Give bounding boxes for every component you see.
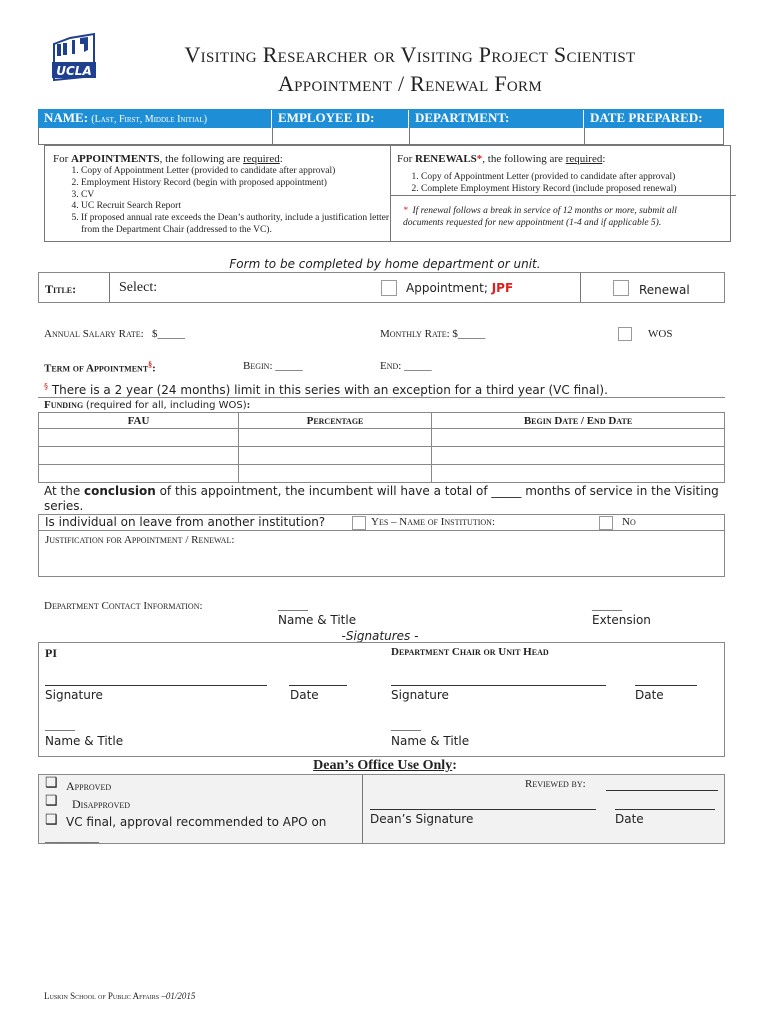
signature-box [38,642,725,757]
renewal-label: Renewal [639,283,690,297]
header-input-row [38,128,724,145]
leave-justification-box [38,514,725,577]
contact-extension: Extension [592,613,651,627]
name-field[interactable] [39,128,271,144]
appointment-checkbox[interactable] [381,280,397,296]
begin-label: Begin: _____ [243,360,303,372]
list-item: 5. If proposed annual rate exceeds the Dean’s authority, include a justification letter from the Department Chair (addressed to the VC). [81,213,399,237]
pi-signature-label: Signature [45,688,103,702]
dates-header: Begin Date / End Date [432,413,725,429]
percentage-cell[interactable] [239,465,432,483]
end-label: End: _____ [380,360,432,372]
contact-name-title: Name & Title [278,613,357,627]
vc-final-date-line[interactable]: _________ [45,830,99,844]
requirements-box [44,145,731,242]
renewals-list [391,172,751,196]
appointments-intro: For APPOINTMENTS, the following are required: [53,153,283,165]
svg-text:UCLA: UCLA [56,64,92,78]
title-label: Title: [45,282,77,296]
chair-name-title: Name & Title [391,734,470,748]
leave-no-label: No [622,516,636,528]
dates-cell[interactable] [432,429,725,447]
list-item: 1. Copy of Appointment Letter (provided to candidate after approval) [81,166,399,178]
form-title [90,40,730,98]
pi-name-title: Name & Title [45,734,124,748]
fau-cell[interactable] [39,447,239,465]
date-prepared-field[interactable] [585,128,723,144]
percentage-cell[interactable] [239,447,432,465]
deans-office-heading: Dean’s Office Use Only: [313,758,457,773]
funding-label: Funding (required for all, including WOS): [44,399,251,411]
form-note: Form to be completed by home department or unit. [229,257,541,271]
chair-name-line[interactable]: _____ [391,718,421,732]
monthly-rate-value[interactable]: $_____ [452,328,486,340]
annual-salary-label: Annual Salary Rate: $_____ [44,328,185,340]
form-title-line2: Appointment / Renewal Form [277,71,543,96]
list-item: 1. Copy of Appointment Letter (provided to candidate after approval) [421,172,751,184]
dates-cell[interactable] [432,465,725,483]
disapproved-checkbox[interactable]: ❑ [45,794,58,809]
name-header: NAME: (Last, First, Middle Initial) [44,110,208,125]
contact-ext-line[interactable]: _____ [592,598,622,612]
wos-checkbox[interactable] [618,327,632,341]
disapproved-label: Disapproved [72,797,131,811]
annual-salary-value[interactable]: $_____ [151,328,185,340]
appointment-label: Appointment; JPF [406,281,514,295]
pi-name-line[interactable]: _____ [45,718,75,732]
deans-signature-line[interactable] [370,809,596,810]
contact-name-line[interactable]: _____ [278,598,308,612]
list-item: 2. Complete Employment History Record (include proposed renewal) [421,184,751,196]
percentage-cell[interactable] [239,429,432,447]
fau-cell[interactable] [39,429,239,447]
chair-signature-line[interactable] [391,685,606,686]
renewal-checkbox[interactable] [613,280,629,296]
list-item: 4. UC Recruit Search Report [81,201,399,213]
fau-cell[interactable] [39,465,239,483]
begin-value[interactable]: _____ [275,360,303,372]
pi-signature-line[interactable] [45,685,267,686]
list-item: 3. CV [81,190,399,202]
list-item: 2. Employment History Record (begin with proposed appointment) [81,178,399,190]
header-bar [38,109,724,128]
renewal-note: * If renewal follows a break in service of 12 months or more, submit all documents requested for new appointment (1-4 and if applicable 5). [403,206,677,228]
pi-label: PI [45,646,57,660]
leave-no-checkbox[interactable] [599,516,613,530]
conclusion-text: At the conclusion of this appointment, the incumbent will have a total of _____ months of service in the Visiting series. [44,484,719,513]
percentage-header: Percentage [239,413,432,429]
wos-label: WOS [648,328,673,340]
end-value[interactable]: _____ [404,360,432,372]
contact-label: Department Contact Information: [44,600,203,612]
department-field[interactable] [410,128,583,144]
leave-question: Is individual on leave from another institution? [45,515,326,529]
leave-yes-checkbox[interactable] [352,516,366,530]
leave-yes-label: Yes – Name of Institution: [371,516,495,528]
employee-id-field[interactable] [273,128,408,144]
title-select[interactable]: Select: [119,280,158,295]
chair-date-line[interactable] [635,685,697,686]
term-label: Term of Appointment§: [44,360,156,375]
title-row [38,272,725,303]
department-header: DEPARTMENT: [415,110,510,125]
approved-checkbox[interactable]: ❑ [45,776,58,791]
deans-signature-label: Dean’s Signature [370,812,474,826]
justification-field[interactable] [39,547,724,575]
justification-label: Justification for Appointment / Renewal: [45,534,235,546]
approved-label: Approved [66,779,112,793]
vc-final-label: VC final, approval recommended to APO on [66,815,327,829]
reviewed-by-label: Reviewed by: [525,778,586,790]
reviewed-by-line[interactable] [606,790,718,791]
funding-table [38,412,725,483]
pi-date-line[interactable] [289,685,347,686]
footer: Luskin School of Public Affairs –01/2015 [44,991,196,1001]
chair-date-label: Date [635,688,664,702]
pi-date-label: Date [290,688,319,702]
deans-date-line[interactable] [615,809,715,810]
dates-cell[interactable] [432,447,725,465]
form-title-line1: Visiting Researcher or Visiting Project Scientist [184,42,636,67]
renewals-intro: For RENEWALS*, the following are required: [397,153,606,165]
fau-header: FAU [39,413,239,429]
date-prepared-header: DATE PREPARED: [590,110,703,125]
deans-date-label: Date [615,812,644,826]
deans-office-box [38,774,725,844]
vc-final-checkbox[interactable]: ❑ [45,813,58,828]
chair-label: Department Chair or Unit Head [391,646,549,658]
monthly-rate-label: Monthly Rate: $_____ [380,328,486,340]
limit-note: § There is a 2 year (24 months) limit in this series with an exception for a third year (VC final). [44,382,608,397]
signatures-heading: -Signatures - [341,629,419,643]
employee-id-header: EMPLOYEE ID: [278,110,375,125]
chair-signature-label: Signature [391,688,449,702]
appointments-list [45,166,399,237]
